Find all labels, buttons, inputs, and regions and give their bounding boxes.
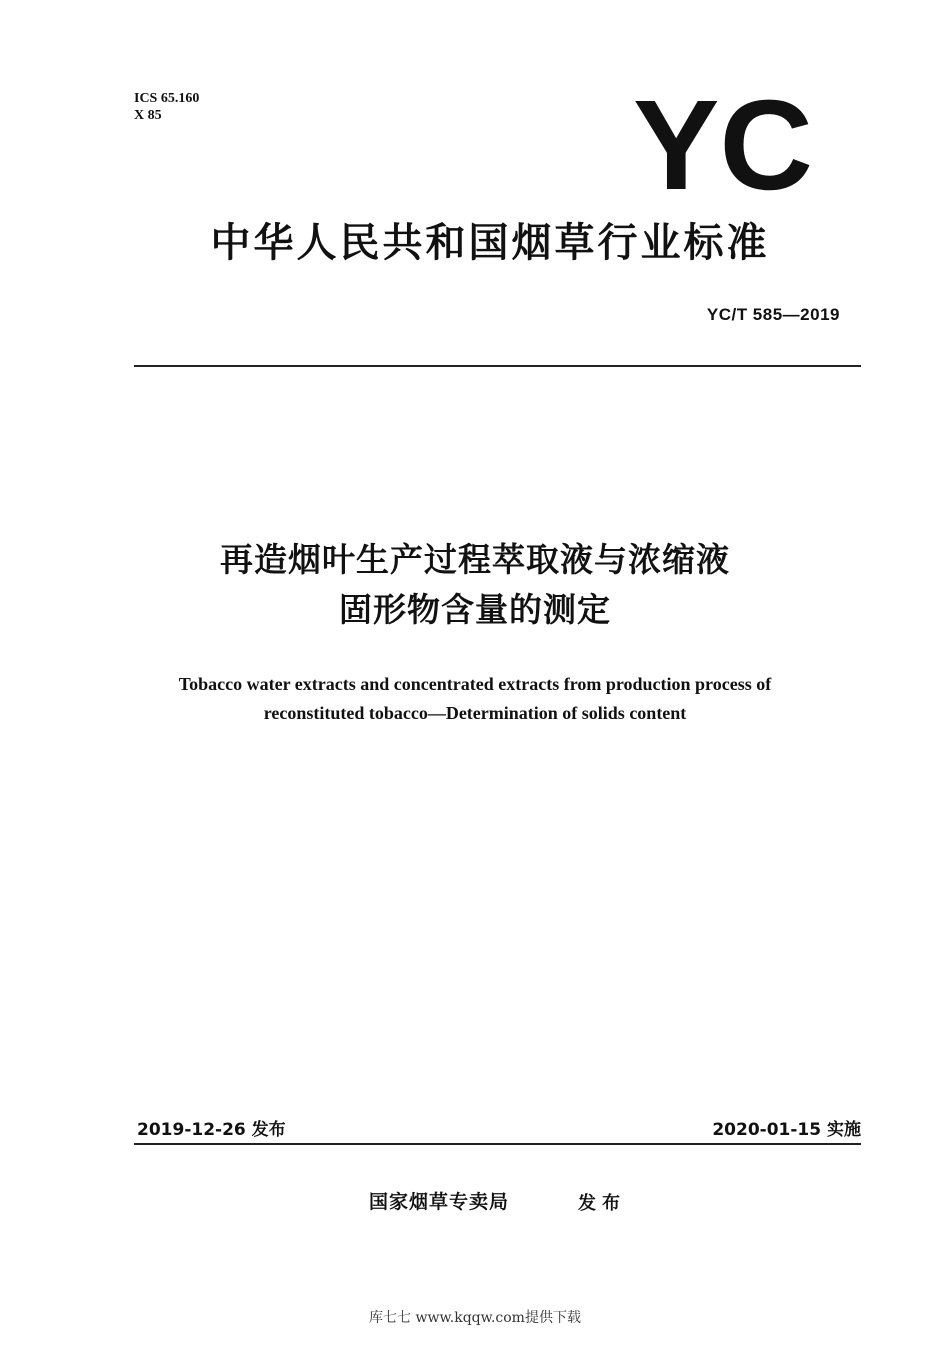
issue-date: 2019-12-26 发布 bbox=[137, 1120, 286, 1140]
publish-verb: 发布 bbox=[578, 1193, 626, 1214]
chinese-title-line-2: 固形物含量的测定 bbox=[339, 590, 611, 629]
org-title: 中华人民共和国烟草行业标准 bbox=[210, 220, 770, 266]
ics-code: ICS 65.160 bbox=[134, 91, 200, 106]
top-divider bbox=[134, 365, 861, 367]
publisher-name: 国家烟草专卖局 bbox=[369, 1191, 510, 1213]
yc-logo-text: YC bbox=[633, 92, 813, 192]
standard-number: YC/T 585—2019 bbox=[706, 305, 840, 324]
classification-codes bbox=[134, 90, 199, 124]
english-title bbox=[100, 670, 850, 728]
download-footer: 库七七 www.kqqw.com提供下载 bbox=[369, 1310, 581, 1326]
chinese-title bbox=[100, 535, 850, 635]
ccs-code: X 85 bbox=[134, 108, 162, 123]
implementation-date: 2020-01-15 实施 bbox=[712, 1120, 861, 1140]
yc-logo bbox=[630, 92, 816, 192]
bottom-divider bbox=[134, 1143, 861, 1145]
english-title-line-1: Tobacco water extracts and concentrated extracts from production process of bbox=[178, 674, 772, 694]
english-title-line-2: reconstituted tobacco—Determination of solids content bbox=[263, 703, 687, 723]
chinese-title-line-1: 再造烟叶生产过程萃取液与浓缩液 bbox=[220, 540, 730, 579]
